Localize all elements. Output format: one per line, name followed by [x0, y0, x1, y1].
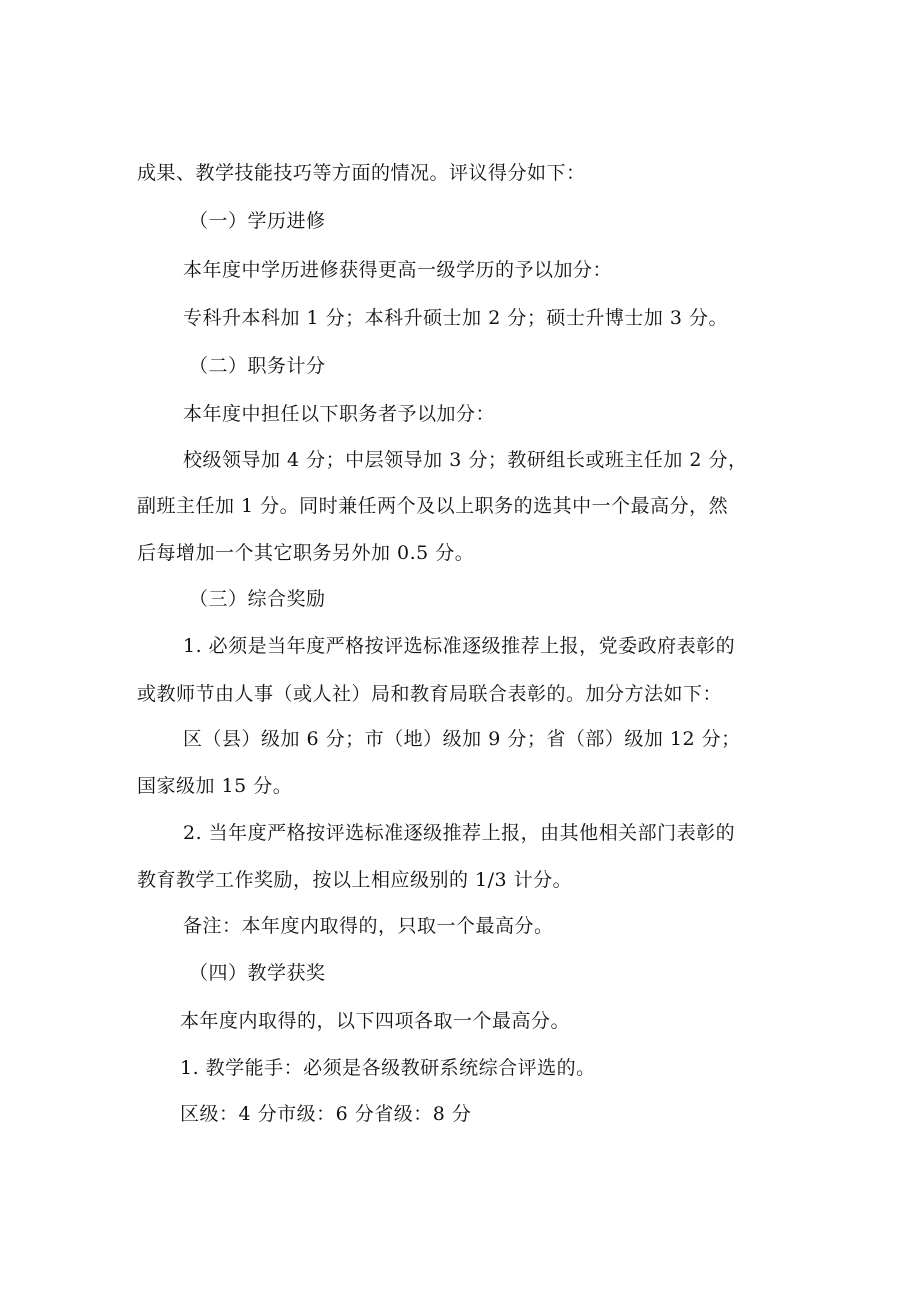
section-heading: （二）职务计分: [189, 355, 326, 377]
paragraph-line: 校级领导加 4 分；中层领导加 3 分；教研组长或班主任加 2 分，: [183, 449, 748, 471]
paragraph-line: 区级：4 分市级：6 分省级：8 分: [180, 1103, 472, 1125]
paragraph-line: 1. 教学能手：必须是各级教研系统综合评选的。: [180, 1057, 596, 1079]
note-line: 备注：本年度内取得的，只取一个最高分。: [183, 915, 554, 937]
paragraph-line: 国家级加 15 分。: [137, 775, 293, 797]
paragraph-line: 区（县）级加 6 分；市（地）级加 9 分；省（部）级加 12 分；: [183, 728, 741, 750]
section-heading: （一）学历进修: [189, 210, 326, 232]
paragraph-line: 专科升本科加 1 分；本科升硕士加 2 分；硕士升博士加 3 分。: [183, 307, 729, 329]
section-heading: （三）综合奖励: [189, 588, 326, 610]
paragraph-line: 或教师节由人事（或人社）局和教育局联合表彰的。加分方法如下：: [137, 683, 723, 705]
paragraph-line: 本年度中担任以下职务者予以加分：: [183, 403, 496, 425]
paragraph-line: 本年度中学历进修获得更高一级学历的予以加分：: [183, 259, 613, 281]
paragraph-line: 1. 必须是当年度严格按评选标准逐级推荐上报，党委政府表彰的: [183, 635, 736, 657]
section-heading: （四）教学获奖: [189, 962, 326, 984]
paragraph-line: 本年度内取得的，以下四项各取一个最高分。: [180, 1010, 571, 1032]
paragraph-line: 成果、教学技能技巧等方面的情况。评议得分如下：: [137, 162, 586, 184]
paragraph-line: 副班主任加 1 分。同时兼任两个及以上职务的选其中一个最高分，然: [137, 495, 729, 517]
paragraph-line: 后每增加一个其它职务另外加 0.5 分。: [137, 542, 475, 564]
paragraph-line: 教育教学工作奖励，按以上相应级别的 1/3 计分。: [137, 869, 573, 891]
paragraph-line: 2. 当年度严格按评选标准逐级推荐上报，由其他相关部门表彰的: [183, 822, 736, 844]
